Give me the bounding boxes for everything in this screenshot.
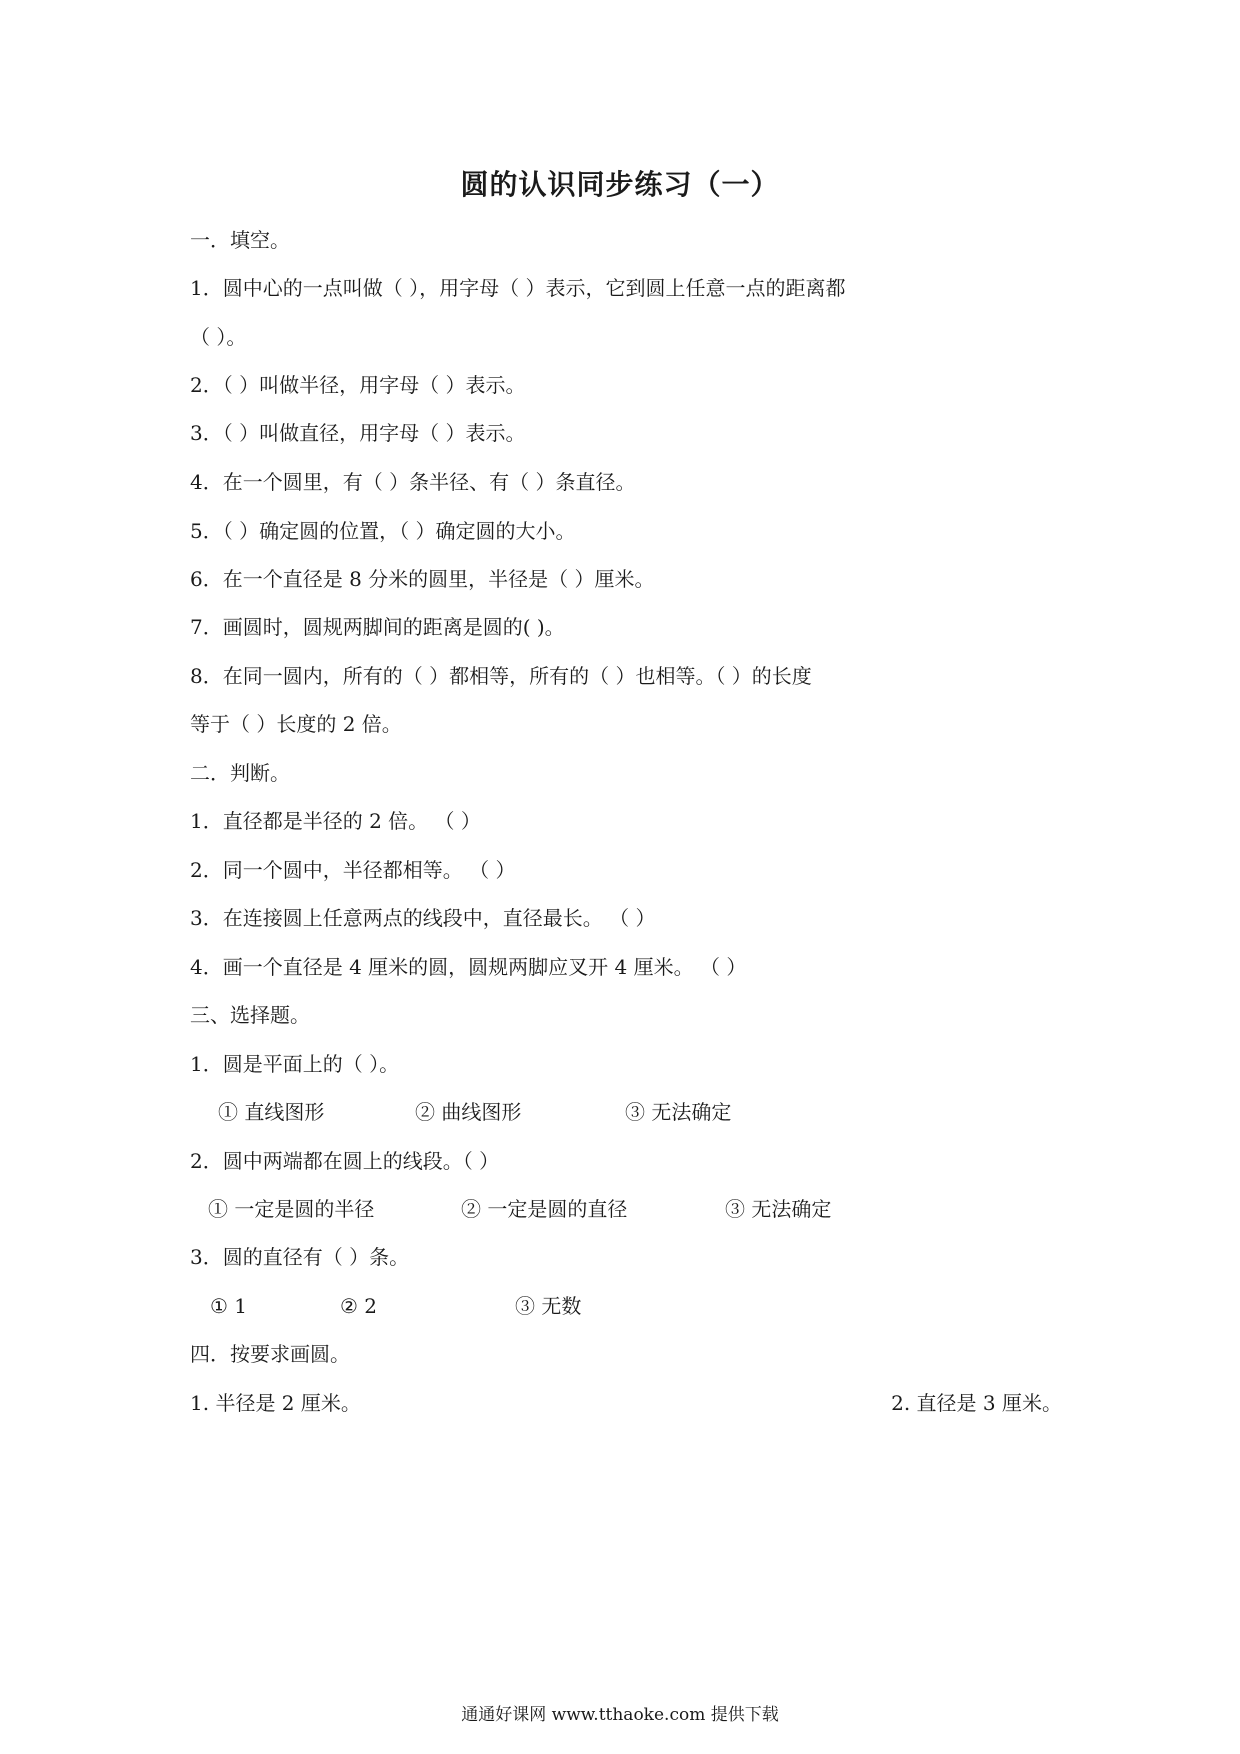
judge-question-1: 1．直径都是半径的 2 倍。 （ ） xyxy=(190,809,481,833)
draw-question-1: 1. 半径是 2 厘米。 xyxy=(190,1391,361,1415)
choice-1-option-1: ① 直线图形 xyxy=(218,1100,325,1124)
fill-question-5: 5．（ ）确定圆的位置，（ ）确定圆的大小。 xyxy=(190,519,576,543)
fill-question-7: 7．画圆时，圆规两脚间的距离是圆的( )。 xyxy=(190,615,565,639)
fill-question-8-line-1: 8．在同一圆内，所有的（ ）都相等，所有的（ ）也相等。（ ）的长度 xyxy=(190,664,812,688)
choice-3-option-1: ① 1 xyxy=(210,1294,248,1318)
judge-question-4: 4．画一个直径是 4 厘米的圆，圆规两脚应叉开 4 厘米。 （ ） xyxy=(190,955,747,979)
fill-question-4: 4．在一个圆里，有（ ）条半径、有（ ）条直径。 xyxy=(190,470,636,494)
choice-3-option-2: ② 2 xyxy=(340,1294,378,1318)
section-heading-fill: 一．填空。 xyxy=(190,228,290,252)
fill-question-1-line-1: 1．圆中心的一点叫做（ ），用字母（ ）表示，它到圆上任意一点的距离都 xyxy=(190,276,846,300)
footer-source: 通通好课网 www.tthaoke.com 提供下载 xyxy=(461,1705,779,1725)
choice-1-option-3: ③ 无法确定 xyxy=(625,1100,732,1124)
section-heading-draw: 四．按要求画圆。 xyxy=(190,1342,350,1366)
section-heading-judge: 二．判断。 xyxy=(190,761,290,785)
fill-question-2: 2．（ ）叫做半径，用字母（ ）表示。 xyxy=(190,373,526,397)
judge-question-3: 3．在连接圆上任意两点的线段中，直径最长。 （ ） xyxy=(190,906,656,930)
page-title: 圆的认识同步练习（一） xyxy=(460,168,780,201)
choice-question-3: 3．圆的直径有（ ）条。 xyxy=(190,1245,410,1269)
choice-2-option-2: ② 一定是圆的直径 xyxy=(461,1197,628,1221)
fill-question-8-line-2: 等于（ ）长度的 2 倍。 xyxy=(190,712,402,736)
fill-question-1-line-2: （ ）。 xyxy=(190,325,247,349)
choice-3-option-3: ③ 无数 xyxy=(515,1294,582,1318)
choice-2-option-3: ③ 无法确定 xyxy=(725,1197,832,1221)
choice-question-1: 1．圆是平面上的（ ）。 xyxy=(190,1052,400,1076)
fill-question-6: 6．在一个直径是 8 分米的圆里，半径是（ ）厘米。 xyxy=(190,567,655,591)
section-heading-choice: 三、选择题。 xyxy=(190,1003,310,1027)
choice-2-option-1: ① 一定是圆的半径 xyxy=(208,1197,375,1221)
choice-question-2: 2．圆中两端都在圆上的线段。（ ） xyxy=(190,1149,500,1173)
choice-1-option-2: ② 曲线图形 xyxy=(415,1100,522,1124)
draw-question-2: 2. 直径是 3 厘米。 xyxy=(891,1391,1062,1415)
judge-question-2: 2．同一个圆中，半径都相等。 （ ） xyxy=(190,858,516,882)
fill-question-3: 3．（ ）叫做直径，用字母（ ）表示。 xyxy=(190,421,526,445)
